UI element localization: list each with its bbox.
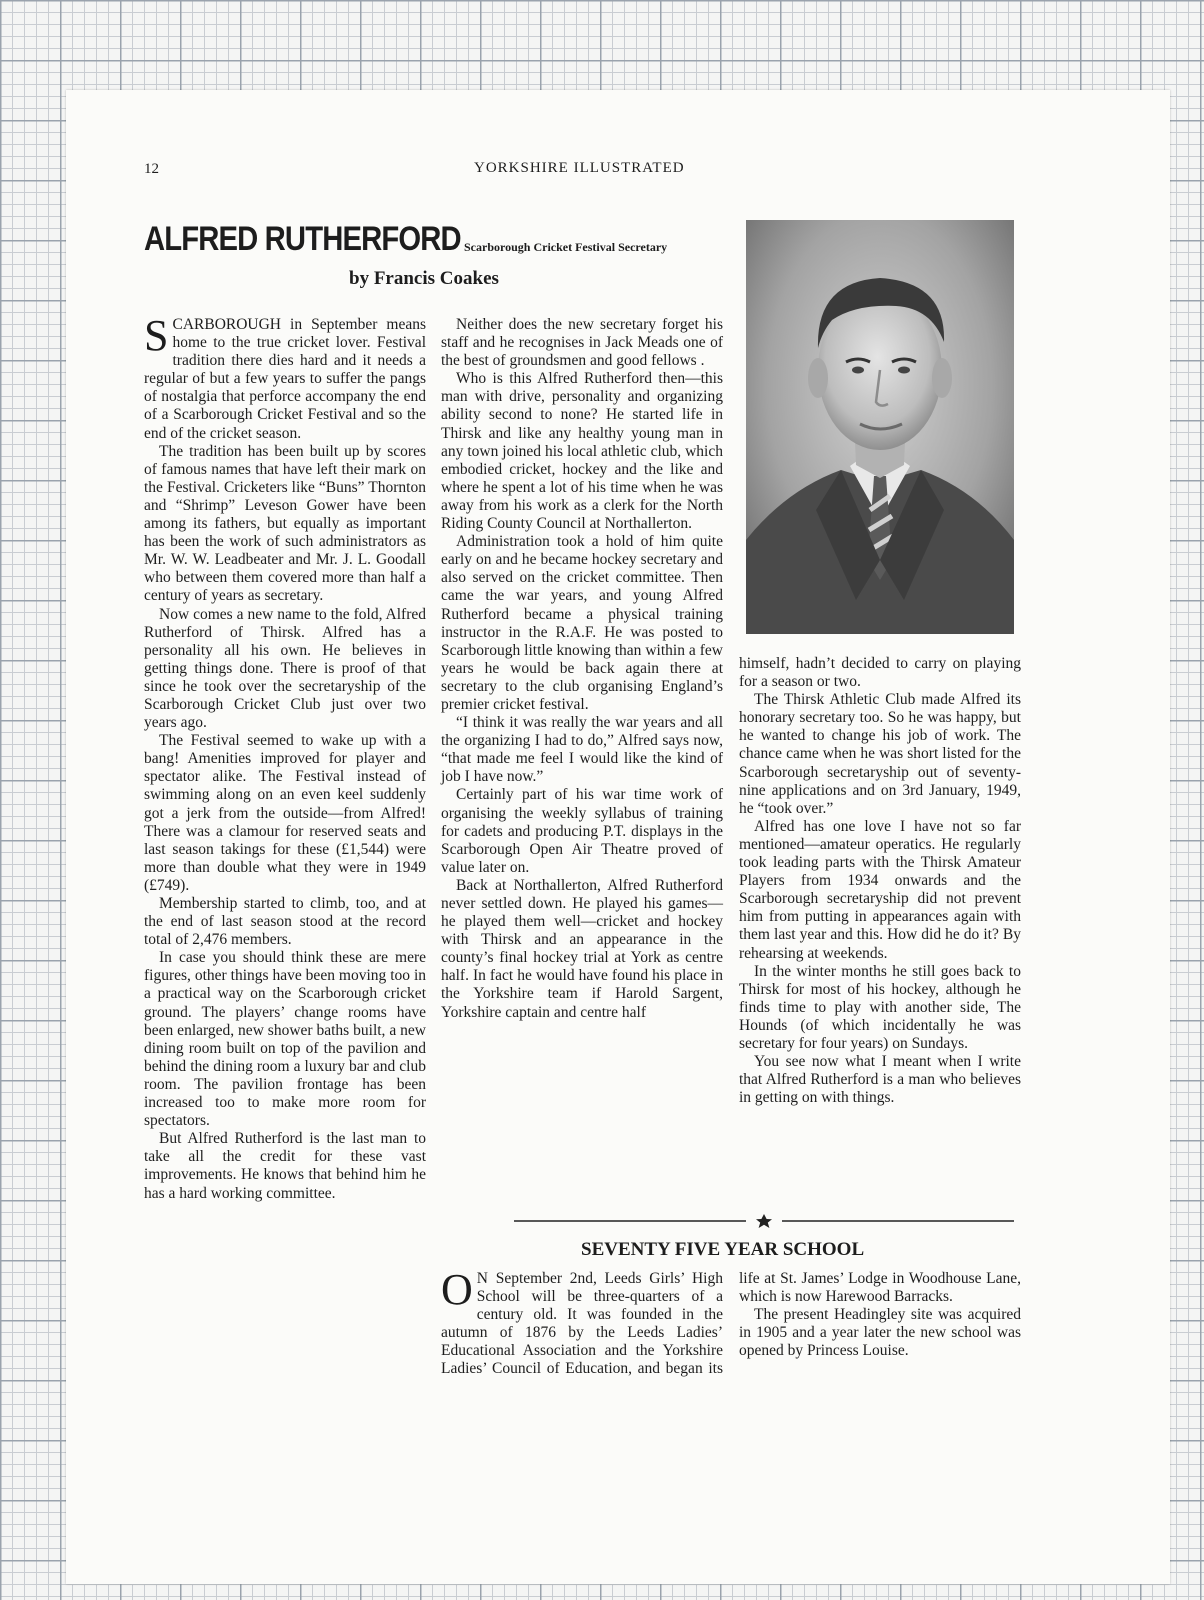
- paragraph: The tradition has been built up by scores of famous names that have left their mark on the Festival. Cricketers like “Buns” Thornton and “Shrimp” Leveson Gower have been among its fathers, but equally as important has been the work of such administrators as Mr. W. W. Leadbeater and Mr. J. L. Goodall who between them covered more than half a century of years as secretary.: [144, 442, 426, 605]
- drop-cap: O: [441, 1265, 473, 1314]
- portrait-photo: [746, 220, 1014, 634]
- paragraph: Who is this Alfred Rutherford then—this man with drive, personality and organizing ability second to none? He started life in Thirsk and like any healthy young man in any town joined his local athletic club, which embodied cricket, hockey and the like and where he spent a lot of his time when he was away from his work as a clerk for the North Riding County Council at Northallerton.: [441, 370, 723, 533]
- paragraph: But Alfred Rutherford is the last man to take all the credit for these vast improvements. He knows that behind him he has a hard working committee.: [144, 1130, 426, 1202]
- paragraph: The Festival seemed to wake up with a bang! Amenities improved for player and spectator alike. The Festival instead of swimming along on an even keel suddenly got a jerk from the outside—from Alfred! There was a clamour for reserved seats and last season takings for these (£1,544) were more than double what they were in 1949 (£749).: [144, 732, 426, 894]
- paragraph: Now comes a new name to the fold, Alfred Rutherford of Thirsk. Alfred has a personality all his own. He believes in getting things done. There is proof of that since he took over the secretaryship of the Scarborough Cricket Club just over two years ago.: [144, 605, 426, 732]
- star-divider: [514, 1214, 1014, 1228]
- paragraph: The present Headingley site was acquired in 1905 and a year later the new school was opened by Princess Louise.: [739, 1306, 1021, 1360]
- paragraph: The Thirsk Athletic Club made Alfred its honorary secretary too. So he was happy, but he wanted to change his job of work. The chance came when he was short listed for the Scarborough secretaryship out of seventy-nine applications and on 3rd January, 1949, he “took over.”: [739, 691, 1021, 817]
- paragraph: [144, 311, 426, 443]
- drop-cap: S: [144, 311, 169, 360]
- article-byline: by Francis Coakes: [349, 268, 499, 289]
- lead-words: CARBOROUGH: [172, 316, 281, 333]
- paragraph: Neither does the new secretary forget his staff and he recognises in Jack Meads one of the best of groundsmen and good fellows .: [441, 316, 723, 370]
- paragraph: Membership started to climb, too, and at the end of last season stood at the record total of 2,476 members.: [144, 895, 426, 949]
- page-number: 12: [144, 161, 159, 177]
- paragraph: Back at Northallerton, Alfred Rutherford never settled down. He played his games—he played them well—cricket and hockey with Thirsk and an appearance in the county’s final hockey trial at York as centre half. In fact he would have found his place in the Yorkshire team if Harold Sargent, Yorkshire captain and centre half: [441, 876, 723, 1021]
- paragraph: Certainly part of his war time work of organising the weekly syllabus of training for cadets and producing P.T. displays in the Scarborough Open Air Theatre proved of value later on.: [441, 786, 723, 876]
- article-column-2: [441, 316, 723, 1022]
- school-article-body: [441, 1265, 1021, 1400]
- paragraph: himself, hadn’t decided to carry on playing for a season or two.: [739, 655, 1021, 691]
- article-title: ALFRED RUTHERFORD: [144, 220, 461, 258]
- paragraph: You see now what I meant when I write that Alfred Rutherford is a man who believes in getting on with things.: [739, 1053, 1021, 1107]
- paragraph: In the winter months he still goes back to Thirsk for most of his hockey, although he finds time to play with another side, The Hounds (of which incidentally he was secretary for four years) on Sundays.: [739, 962, 1021, 1052]
- portrait-illustration: [746, 220, 1014, 634]
- paragraph: In case you should think these are mere figures, other things have been moving too in a practical way on the Scarborough cricket ground. The players’ change rooms have been enlarged, new shower baths built, a new dining room built on top of the pavilion and behind the dining room a luxury bar and club room. The pavilion frontage has been increased too to make more room for spectators.: [144, 949, 426, 1130]
- paragraph-text: in September means home to the true cricket lover. Festival tradition there dies hard and it needs a regular of but a few years to suffer the pangs of nostalgia that perforce accompany the end of a Scarborough Cricket Festival and so the end of the cricket season.: [144, 316, 426, 442]
- article-column-1: [144, 311, 426, 1203]
- lead-words: N: [476, 1270, 488, 1287]
- paragraph: “I think it was really the war years and all the organizing I had to do,” Alfred says now, “that made me feel I would like the kind of job I have now.”: [441, 714, 723, 786]
- school-article-title: SEVENTY FIVE YEAR SCHOOL: [581, 1239, 865, 1260]
- paragraph: Administration took a hold of him quite early on and he became hockey secretary and also served on the cricket committee. Then came the war years, and young Alfred Rutherford became a physical training instructor in the R.A.F. He was posted to Scarborough little knowing than within a few years he would be back again there at secretary to the club organising England’s premier cricket festival.: [441, 533, 723, 713]
- running-header: YORKSHIRE ILLUSTRATED: [474, 160, 685, 176]
- article-subtitle: Scarborough Cricket Festival Secretary: [464, 240, 668, 254]
- article-column-3: [739, 655, 1021, 1107]
- paragraph: Alfred has one love I have not so far mentioned—amateur operatics. He regularly took leading parts with the Thirsk Amateur Players from 1934 onwards and the Scarborough secretaryship did not prevent him from putting in appearances again with them last year and this. How did he do it? By rehearsing at weekends.: [739, 817, 1021, 962]
- magazine-page: [66, 90, 1170, 1584]
- paragraph-text: September 2nd, Leeds Girls’ High School will be three-quarters of a century old. It was founded in the autumn of 1876 by the Leeds Ladies’ Educational Association and the Yorkshire Ladies’ Council of Education, and began its life at St. James’ Lodge in Woodhouse Lane, which is now Harewood Barracks.: [441, 1270, 1021, 1378]
